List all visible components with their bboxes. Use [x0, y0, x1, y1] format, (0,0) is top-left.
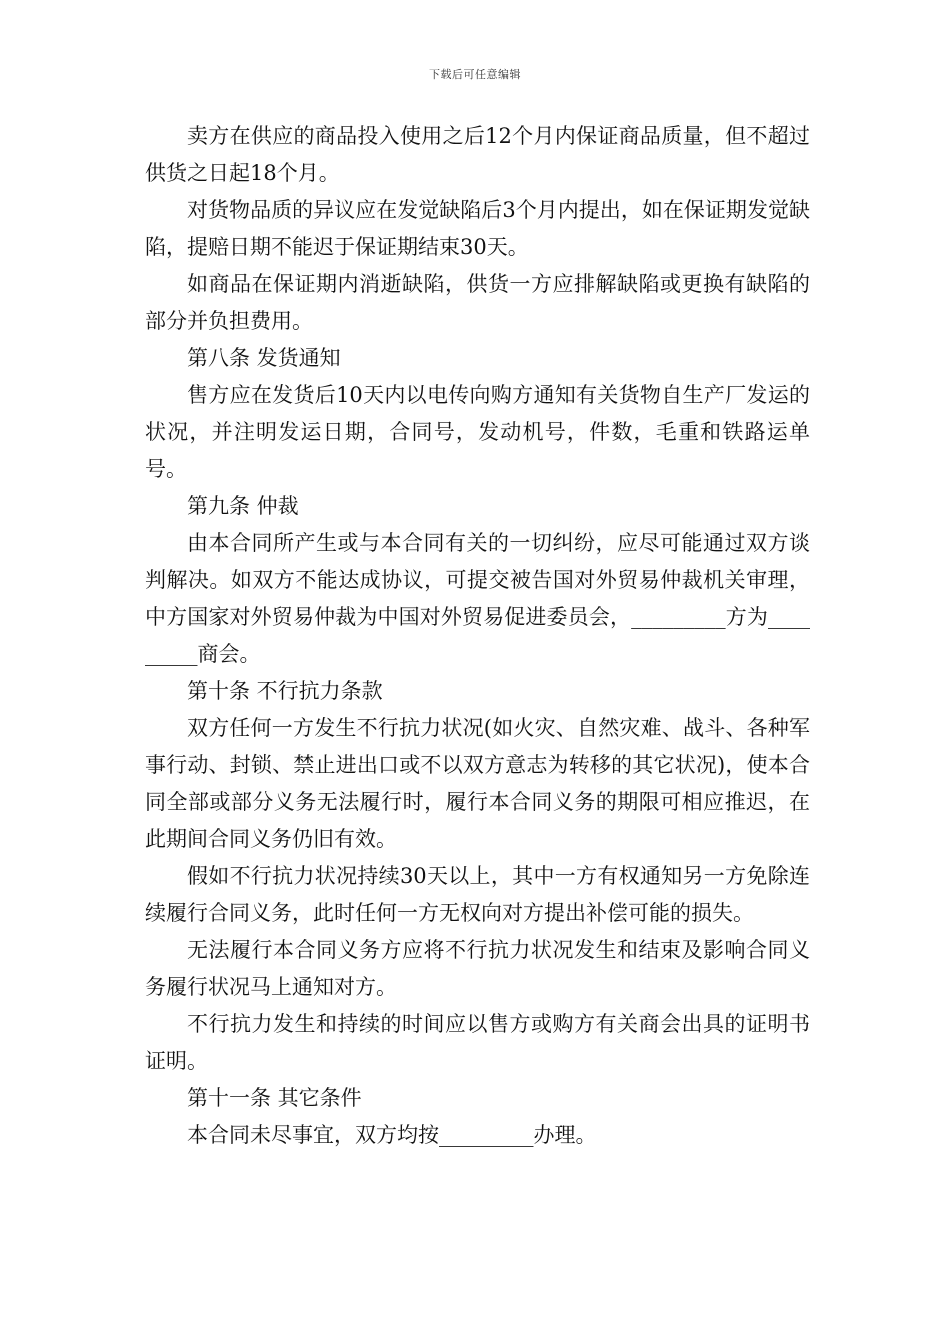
paragraph-force-majeure-duration: 假如不行抗力状况持续30天以上，其中一方有权通知另一方免除连续履行合同义务，此时任何一方无权向对方提出补偿可能的损失。: [145, 864, 810, 925]
paragraph-force-majeure: 双方任何一方发生不行抗力状况(如火灾、自然灾难、战斗、各种军事行动、封锁、禁止进出口或不以双方意志为转移的其它状况)，使本合同全部或部分义务无法履行时，履行本合同义务的期限可相应推迟，在此期间合同义务仍旧有效。: [145, 716, 810, 851]
paragraph-arbitration: 由本合同所产生或与本合同有关的一切纠纷，应尽可能通过双方谈判解决。如双方不能达成协议，可提交被告国对外贸易仲裁机关审理，中方国家对外贸易仲裁为中国对外贸易促进委员会，_________方为_________商会。: [145, 531, 810, 666]
section-heading-article-11: 第十一条 其它条件: [187, 1086, 362, 1110]
section-heading-article-10: 第十条 不行抗力条款: [187, 679, 383, 703]
paragraph-quality-objection: 对货物品质的异议应在发觉缺陷后3个月内提出，如在保证期发觉缺陷，提赔日期不能迟于保证期结束30天。: [145, 198, 810, 259]
paragraph-defect-remedy: 如商品在保证期内消逝缺陷，供货一方应排解缺陷或更换有缺陷的部分并负担费用。: [145, 272, 810, 333]
paragraph-shipment-notice: 售方应在发货后10天内以电传向购方通知有关货物自生产厂发运的状况，并注明发运日期，合同号，发动机号，件数，毛重和铁路运单号。: [145, 383, 810, 481]
page-header: 下载后可任意编辑: [429, 68, 521, 81]
section-heading-article-9: 第九条 仲裁: [187, 494, 299, 518]
paragraph-force-majeure-notice: 无法履行本合同义务方应将不行抗力状况发生和结束及影响合同义务履行状况马上通知对方。: [145, 938, 810, 999]
paragraph-force-majeure-proof: 不行抗力发生和持续的时间应以售方或购方有关商会出具的证明书证明。: [145, 1012, 810, 1073]
paragraph-warranty-period: 卖方在供应的商品投入使用之后12个月内保证商品质量，但不超过供货之日起18个月。: [145, 124, 810, 185]
paragraph-other-terms: 本合同未尽事宜，双方均按_________办理。: [187, 1123, 597, 1147]
document-body: [145, 118, 810, 1154]
section-heading-article-8: 第八条 发货通知: [187, 346, 341, 370]
